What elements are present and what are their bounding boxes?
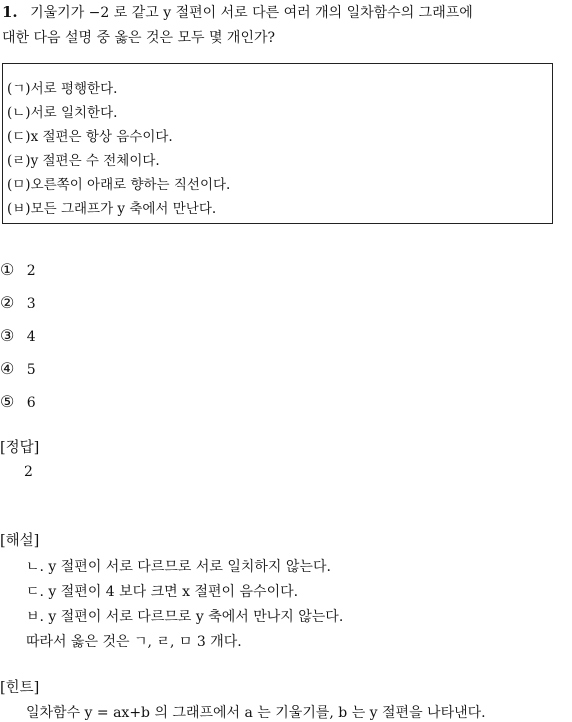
choice-mark: ① xyxy=(0,260,15,279)
hint-text: 일차함수 y = ax+b 의 그래프에서 a 는 기울기를, b 는 y 절편을 나타낸다. xyxy=(26,705,486,721)
condition-item: (ㄷ)x 절편은 항상 음수이다. xyxy=(7,129,173,145)
answer-value: 2 xyxy=(24,464,33,480)
explanation-line: 따라서 옳은 것은 ㄱ, ㄹ, ㅁ 3 개다. xyxy=(26,634,242,650)
explanation-label: [해설] xyxy=(0,533,40,549)
conditions-box xyxy=(2,63,553,224)
choice-text: 2 xyxy=(26,263,36,279)
explanation-line: ㄷ. y 절편이 4 보다 크면 x 절편이 음수이다. xyxy=(26,584,299,600)
choice-1[interactable] xyxy=(0,260,36,279)
choice-4[interactable] xyxy=(0,359,36,378)
choice-mark: ④ xyxy=(0,359,15,378)
choice-mark: ⑤ xyxy=(0,392,15,411)
choice-mark: ② xyxy=(0,293,15,312)
choice-5[interactable] xyxy=(0,392,36,411)
question-line-1 xyxy=(2,2,473,22)
choice-text: 3 xyxy=(26,296,36,312)
explanation-line: ㄴ. y 절편이 서로 다르므로 서로 일치하지 않는다. xyxy=(26,559,331,575)
condition-item: (ㅂ)모든 그래프가 y 축에서 만난다. xyxy=(7,201,217,217)
question-line-2: 대한 다음 설명 중 옳은 것은 모두 몇 개인가? xyxy=(2,30,276,46)
choice-text: 4 xyxy=(26,329,36,345)
condition-item: (ㄱ)서로 평행한다. xyxy=(7,81,118,97)
choice-mark: ③ xyxy=(0,326,15,345)
question-text-line-1: 기울기가 −2 로 같고 y 절편이 서로 다른 여러 개의 일차함수의 그래프에 xyxy=(30,5,473,21)
answer-label: [정답] xyxy=(0,440,40,456)
choice-2[interactable] xyxy=(0,293,36,312)
condition-item: (ㅁ)오른쪽이 아래로 향하는 직선이다. xyxy=(7,177,231,193)
condition-item: (ㄴ)서로 일치한다. xyxy=(7,105,118,121)
question-number: 1. xyxy=(2,3,18,21)
condition-item: (ㄹ)y 절편은 수 전체이다. xyxy=(7,153,160,169)
choice-text: 6 xyxy=(26,395,36,411)
explanation-line: ㅂ. y 절편이 서로 다르므로 y 축에서 만나지 않는다. xyxy=(26,609,344,625)
choice-3[interactable] xyxy=(0,326,36,345)
choice-text: 5 xyxy=(26,362,36,378)
hint-label: [힌트] xyxy=(0,680,40,696)
